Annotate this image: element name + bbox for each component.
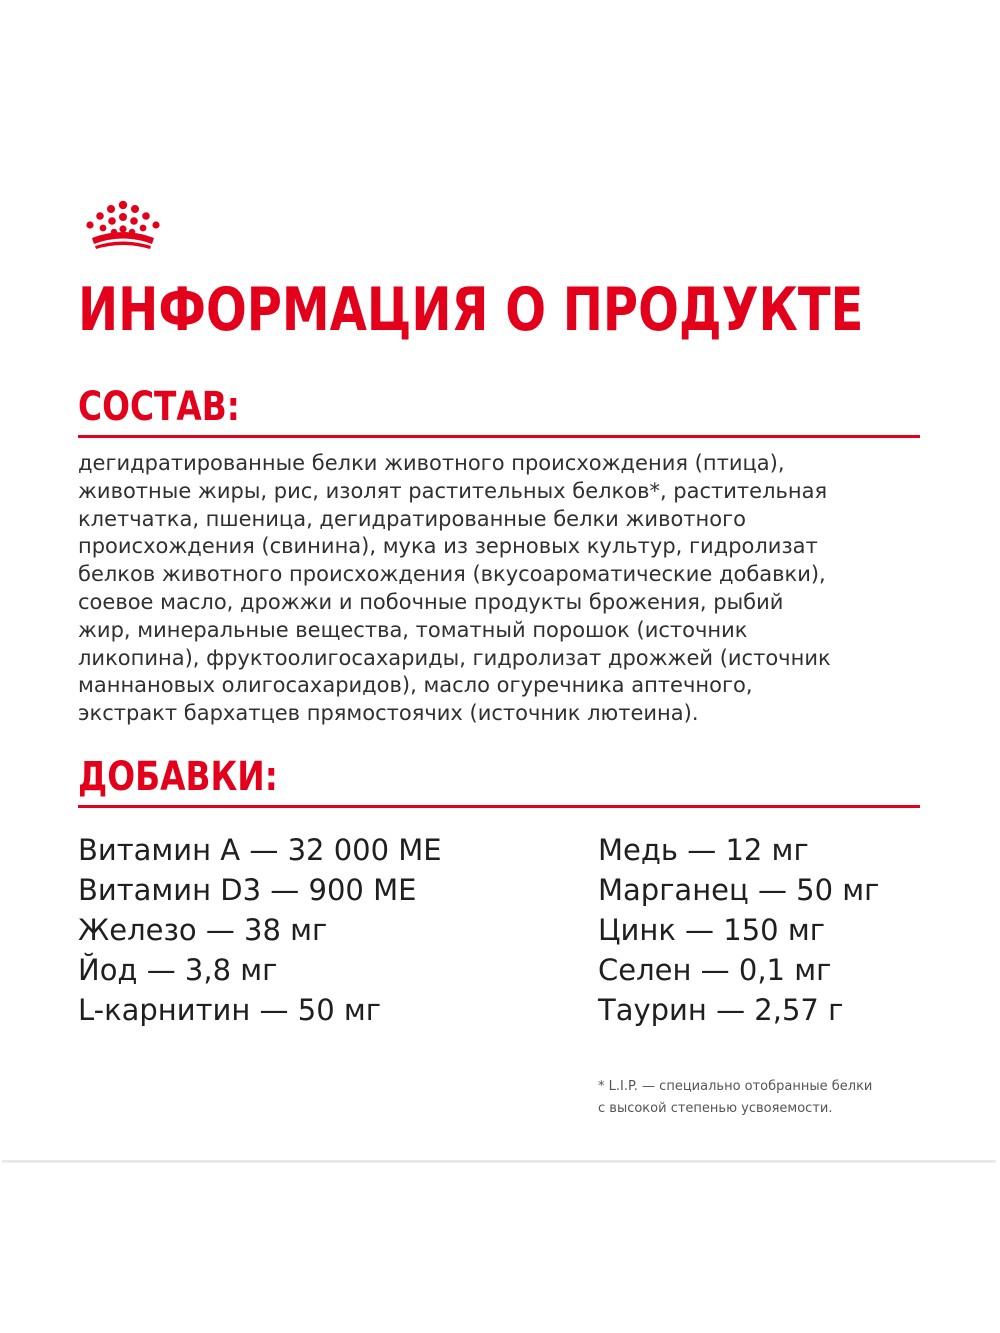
additive-item: L-карнитин — 50 мг xyxy=(78,993,381,1027)
composition-line: происхождения (свинина), мука из зерновых культур, гидролизат xyxy=(78,534,818,559)
additives-list-left xyxy=(78,830,478,1030)
additive-item: Витамин D3 — 900 МЕ xyxy=(78,873,417,907)
composition-line: животные жиры, рис, изолят растительных белков*, растительная xyxy=(78,478,828,503)
composition-line: клетчатка, пшеница, дегидратированные белки животного xyxy=(78,506,746,531)
additive-item: Йод — 3,8 мг xyxy=(78,953,278,987)
composition-line: экстракт бархатцев прямостоячих (источник лютеина). xyxy=(78,701,699,726)
composition-line: жир, минеральные вещества, томатный порошок (источник xyxy=(78,617,748,642)
composition-line: соевое масло, дрожжи и побочные продукты брожения, рыбий xyxy=(78,589,784,614)
composition-line: ликопина), фруктоолигосахариды, гидролизат дрожжей (источник xyxy=(78,645,831,670)
additive-item: Цинк — 150 мг xyxy=(598,913,825,947)
composition-line: белков животного происхождения (вкусоароматические добавки), xyxy=(78,562,826,587)
footnote-line: * L.I.P. — специально отобранные белки xyxy=(598,1079,873,1094)
royal-crown-icon xyxy=(80,200,166,250)
page-title: ИНФОРМАЦИЯ О ПРОДУКТЕ xyxy=(78,275,864,345)
composition-line: маннановых олигосахаридов), масло огуречника аптечного, xyxy=(78,673,753,698)
additive-item: Медь — 12 мг xyxy=(598,833,809,867)
footnote xyxy=(598,1076,938,1120)
composition-text xyxy=(78,450,920,728)
additive-item: Таурин — 2,57 г xyxy=(598,993,844,1027)
additives-heading: ДОБАВКИ: xyxy=(78,754,278,800)
composition-heading: СОСТАВ: xyxy=(78,384,240,430)
additive-item: Железо — 38 мг xyxy=(78,913,328,947)
additives-list-right xyxy=(598,830,998,1030)
additive-item: Марганец — 50 мг xyxy=(598,873,880,907)
additive-item: Селен — 0,1 мг xyxy=(598,953,832,987)
additives-divider xyxy=(78,805,920,808)
footnote-line: с высокой степенью усвояемости. xyxy=(598,1101,833,1116)
additive-item: Витамин А — 32 000 МЕ xyxy=(78,833,442,867)
composition-line: дегидратированные белки животного происхождения (птица), xyxy=(78,451,785,475)
composition-divider xyxy=(78,435,920,438)
